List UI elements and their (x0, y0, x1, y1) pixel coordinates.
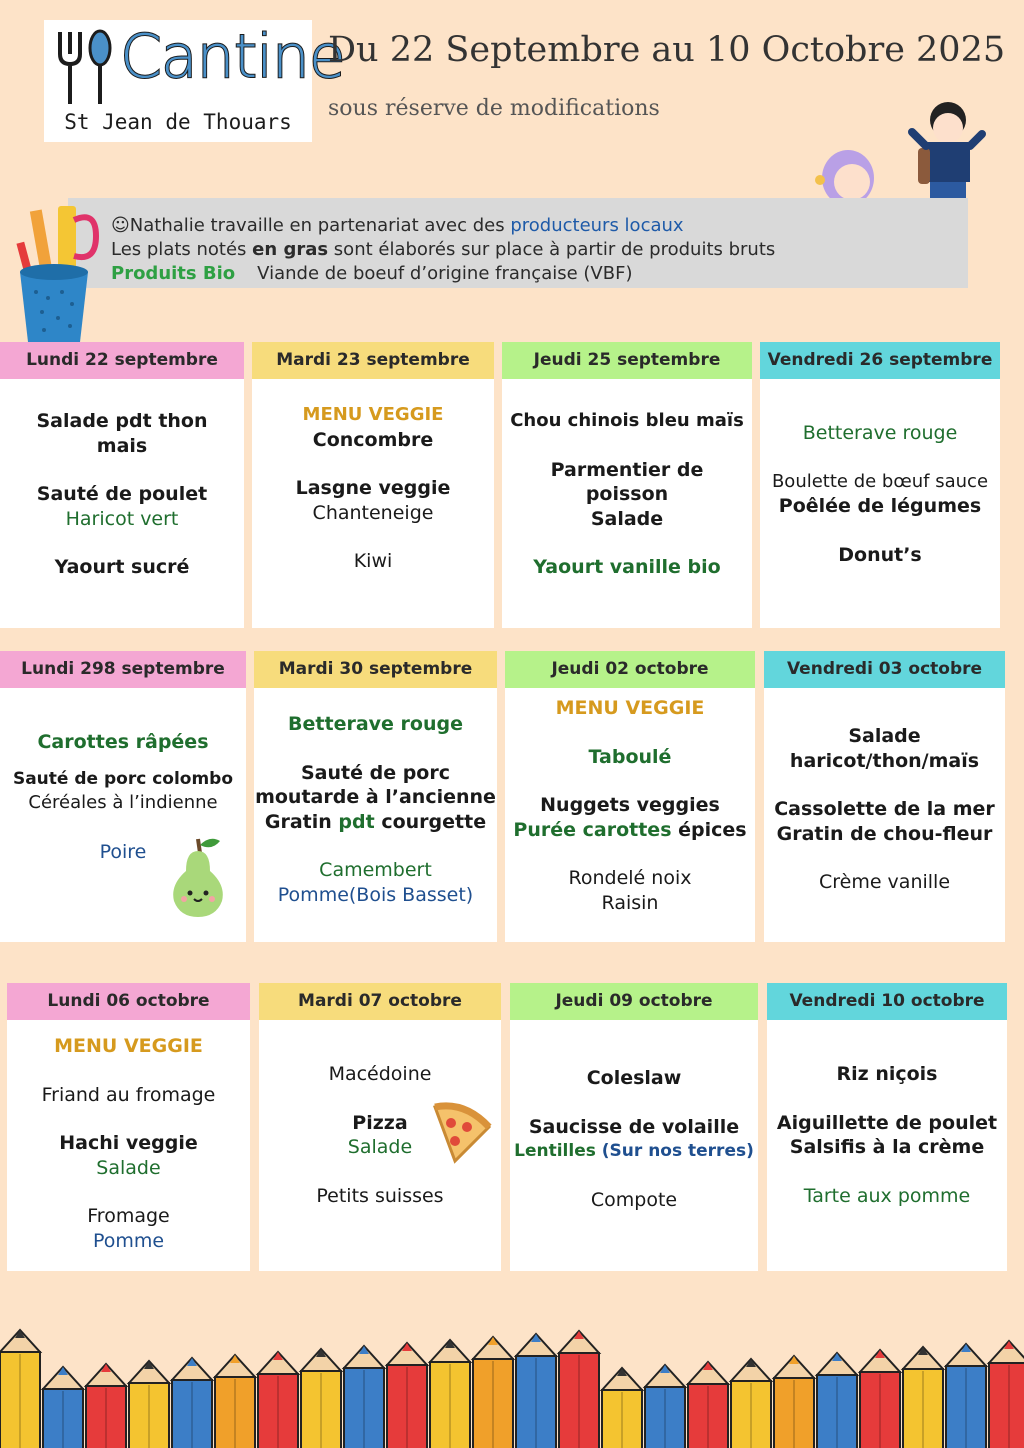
pencils-illustration (0, 1300, 1024, 1448)
pencil (989, 1341, 1024, 1448)
day-header: Mardi 07 octobre (259, 983, 501, 1020)
info-line-1: ☺Nathalie travaille en partenariat avec des producteurs locaux (111, 215, 684, 236)
pencil-cup-icon (14, 206, 106, 346)
info-banner (68, 198, 968, 288)
pencil (688, 1362, 728, 1448)
day-header: Vendredi 03 octobre (764, 651, 1005, 688)
veggie-label: MENU VEGGIE (555, 697, 705, 719)
pencil (344, 1346, 384, 1448)
pencil (215, 1355, 255, 1448)
day-card-lundi-06: Lundi 06 octobre MENU VEGGIE Friand au fromage Hachi veggie Salade Fromage Pomme (7, 983, 250, 1271)
day-card-jeudi-02: Jeudi 02 octobre MENU VEGGIE Taboulé Nuggets veggies Purée carottes épices Rondelé noix Raisin (505, 651, 755, 942)
day-header: Jeudi 09 octobre (510, 983, 758, 1020)
logo-place: St Jean de Thouars (64, 110, 292, 134)
day-header: Jeudi 02 octobre (505, 651, 755, 688)
day-card-lundi-29: Lundi 298 septembre Carottes râpées Sauté de porc colombo Céréales à l’indienne Poire (0, 651, 246, 942)
day-header: Jeudi 25 septembre (502, 342, 752, 379)
pencil (301, 1349, 341, 1448)
pencil (516, 1334, 556, 1448)
pencil (172, 1358, 212, 1448)
pencil (0, 1330, 40, 1448)
pencil (645, 1365, 685, 1448)
day-header: Lundi 298 septembre (0, 651, 246, 688)
day-card-jeudi-09: Jeudi 09 octobre Coleslaw Saucisse de volaille Lentilles (Sur nos terres) Compote (510, 983, 758, 1271)
local-producers-label: producteurs locaux (510, 215, 684, 236)
pencil (946, 1344, 986, 1448)
pencil (602, 1368, 642, 1448)
info-line-2: Les plats notés en gras sont élaborés sur place à partir de produits bruts (111, 239, 776, 260)
day-card-mardi-30: Mardi 30 septembre Betterave rouge Sauté de porc moutarde à l’ancienne Gratin pdt courgette Camembert Pomme(Bois Basset) (254, 651, 497, 942)
pencil (387, 1343, 427, 1448)
day-header: Lundi 06 octobre (7, 983, 250, 1020)
pencil (860, 1350, 900, 1448)
pencil (86, 1364, 126, 1448)
pencil (731, 1359, 771, 1448)
info-line-3: Produits Bio Viande de boeuf d’origine française (VBF) (111, 263, 633, 284)
veggie-label: MENU VEGGIE (54, 1035, 203, 1057)
day-card-mardi-23: Mardi 23 septembre MENU VEGGIE Concombre Lasgne veggie Chanteneige Kiwi (252, 342, 494, 628)
fork-spoon-icon (54, 28, 118, 108)
day-card-vendredi-26: Vendredi 26 septembre Betterave rouge Boulette de bœuf sauce Poêlée de légumes Donut’s (760, 342, 1000, 628)
pencil (430, 1340, 470, 1448)
pencil (903, 1347, 943, 1448)
day-header: Lundi 22 septembre (0, 342, 244, 379)
pencil (774, 1356, 814, 1448)
pizza-icon (429, 1101, 493, 1165)
pencil (258, 1352, 298, 1448)
day-card-vendredi-10: Vendredi 10 octobre Riz niçois Aiguillette de poulet Salsifis à la crème Tarte aux pomme (767, 983, 1007, 1271)
veggie-label: MENU VEGGIE (302, 404, 444, 425)
pencil (817, 1353, 857, 1448)
day-card-jeudi-25: Jeudi 25 septembre Chou chinois bleu maïs Parmentier de poisson Salade Yaourt vanille bio (502, 342, 752, 628)
pear-icon (168, 835, 228, 919)
day-header: Vendredi 10 octobre (767, 983, 1007, 1020)
day-card-mardi-07: Mardi 07 octobre Macédoine Pizza Salade Petits suisses (259, 983, 501, 1271)
page-title: Du 22 Septembre au 10 Octobre 2025 (328, 30, 1006, 70)
day-card-vendredi-03: Vendredi 03 octobre Salade haricot/thon/maïs Cassolette de la mer Gratin de chou-fleur Crème vanille (764, 651, 1005, 942)
pencil (473, 1337, 513, 1448)
day-header: Vendredi 26 septembre (760, 342, 1000, 379)
day-card-lundi-22: Lundi 22 septembre Salade pdt thon mais Sauté de poulet Haricot vert Yaourt sucré (0, 342, 244, 628)
pencil (129, 1361, 169, 1448)
day-header: Mardi 23 septembre (252, 342, 494, 379)
cantine-logo (44, 20, 345, 142)
page-subtitle: sous réserve de modifications (328, 96, 660, 121)
day-header: Mardi 30 septembre (254, 651, 497, 688)
pencil (43, 1367, 83, 1448)
pencil (559, 1331, 599, 1448)
bio-label: Produits Bio (111, 263, 236, 284)
logo-brand: Cantine (120, 22, 345, 92)
